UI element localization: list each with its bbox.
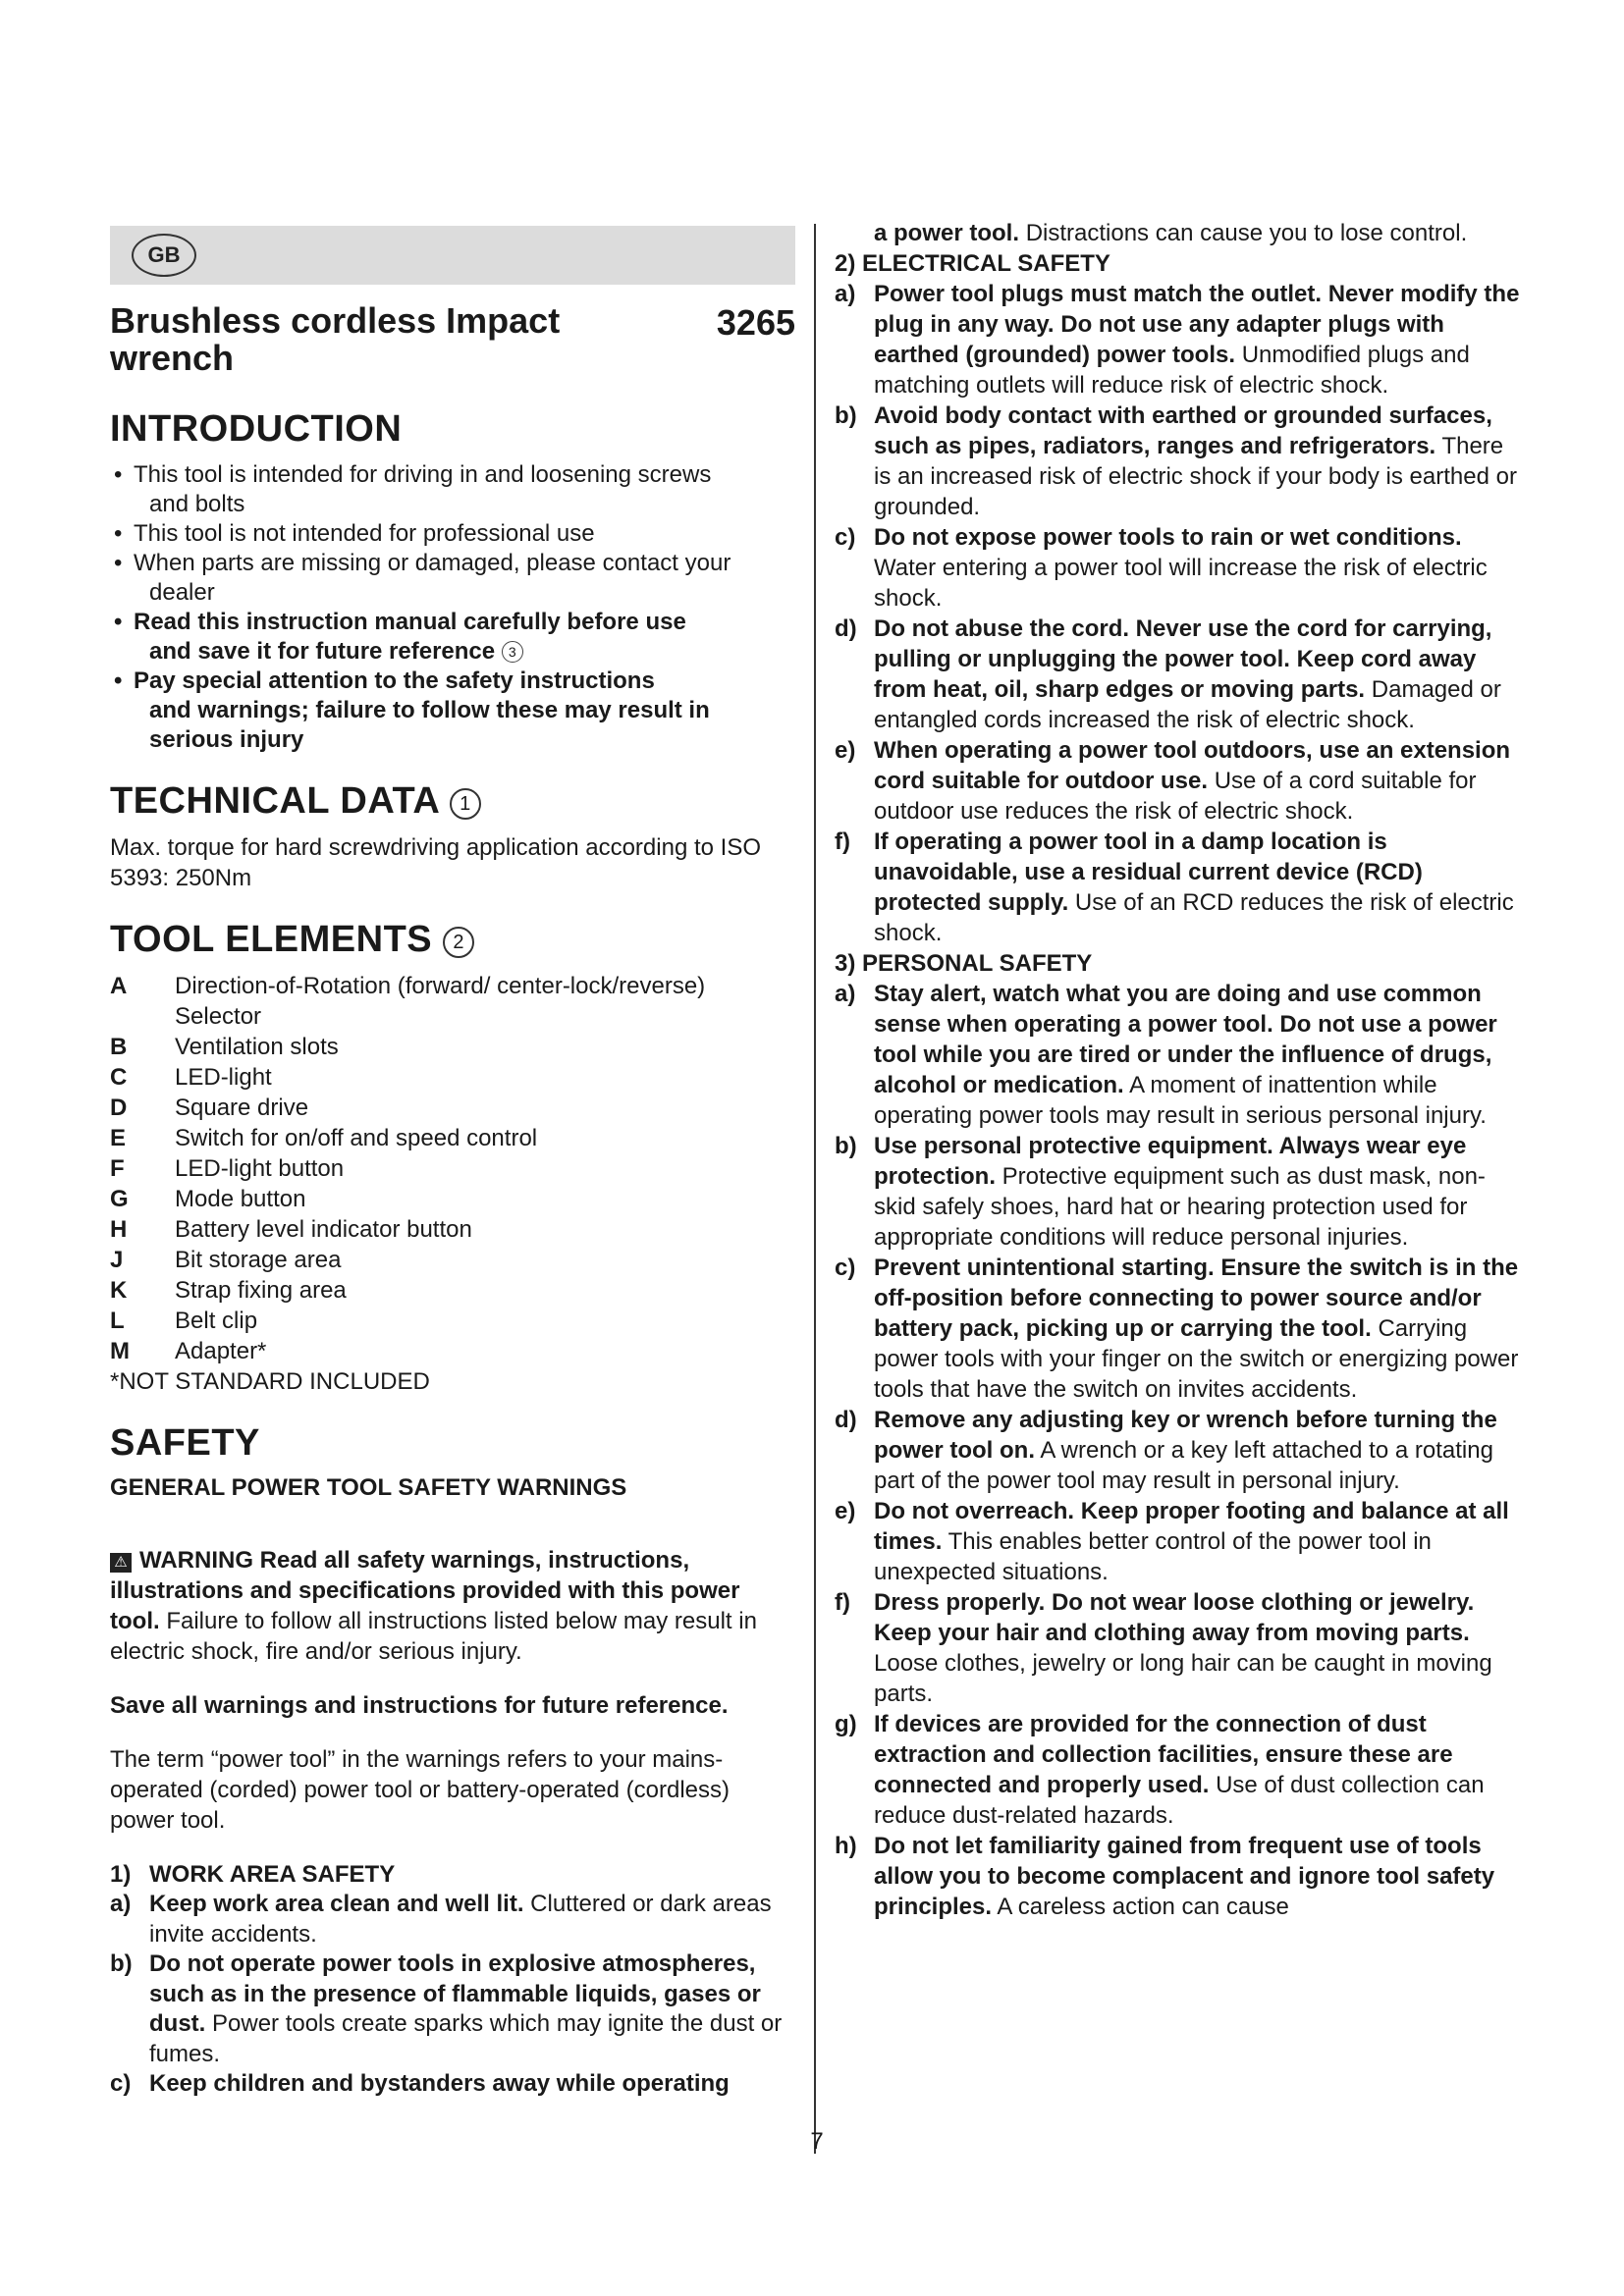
safety-item: c) Prevent unintentional starting. Ensure the switch is in the off-position before connecting to power source and/or battery pack, picking up or carrying the tool. Carrying power tools with your finger on the switch or energizing power tools that have the switch on invites accidents. bbox=[835, 1255, 1519, 1403]
safety-item: d) Remove any adjusting key or wrench before turning the power tool on. A wrench or a key left attached to a rotating part of the power tool may result in personal injury. bbox=[835, 1407, 1497, 1494]
element-row: B Ventilation slots bbox=[110, 1034, 339, 1060]
intro-bullet: • This tool is not intended for professional use bbox=[110, 519, 795, 549]
safety-item: a) Power tool plugs must match the outlet. Never modify the plug in any way. Do not use any adapter plugs with earthed (grounded) power tools. Unmodified plugs and matching outlets will reduce risk of electric shock. bbox=[835, 281, 1520, 399]
section-work-area: 1) WORK AREA SAFETY bbox=[110, 1861, 396, 1888]
intro-bullet: • Pay special attention to the safety instructions and warnings; failure to follow these may result in serious injury bbox=[110, 667, 795, 755]
element-row: F LED-light button bbox=[110, 1155, 345, 1182]
section-personal: 3) PERSONAL SAFETY bbox=[835, 950, 1093, 977]
elements-note: *NOT STANDARD INCLUDED bbox=[110, 1368, 430, 1395]
safety-item: b) Use personal protective equipment. Always wear eye protection. Protective equipment such as dust mask, non-skid safely shoes, hard hat or hearing protection used for appropriate conditions will reduce personal injuries. bbox=[835, 1133, 1486, 1251]
safety-item: d) Do not abuse the cord. Never use the cord for carrying, pulling or unplugging the power tool. Keep cord away from heat, oil, sharp edges or moving parts. Damaged or entangled cords increased the risk of electric shock. bbox=[835, 615, 1501, 733]
intro-bullet: • This tool is intended for driving in and loosening screws and bolts bbox=[110, 460, 795, 519]
safety-item: b) Do not operate power tools in explosive atmospheres, such as in the presence of flammable liquids, gases or dust. Power tools create sparks which may ignite the dust or fumes. bbox=[110, 1950, 783, 2067]
element-row: J Bit storage area bbox=[110, 1247, 342, 1273]
language-band bbox=[110, 226, 795, 285]
continued-item: a power tool. Distractions can cause you to lose control. bbox=[874, 220, 1468, 246]
safety-item: e) When operating a power tool outdoors, use an extension cord suitable for outdoor use. Use of a cord suitable for outdoor use reduces the risk of electric shock. bbox=[835, 737, 1511, 825]
safety-item: b) Avoid body contact with earthed or grounded surfaces, such as pipes, radiators, ranges and refrigerators. There is an increased risk of electric shock if your body is earthed or grounded. bbox=[835, 402, 1517, 520]
right-column bbox=[835, 218, 1522, 1922]
element-row: D Square drive bbox=[110, 1095, 309, 1121]
ref-number: 2 bbox=[443, 927, 474, 958]
intro-bullet: • When parts are missing or damaged, please contact your dealer bbox=[110, 549, 795, 608]
title-row bbox=[110, 302, 795, 383]
tech-heading: TECHNICAL DATA 1 bbox=[110, 780, 795, 823]
element-row: E Switch for on/off and speed control bbox=[110, 1125, 538, 1151]
element-row: L Belt clip bbox=[110, 1308, 258, 1334]
page-number: 7 bbox=[810, 2128, 824, 2155]
safety-item: c) Keep children and bystanders away while operating bbox=[110, 2070, 730, 2097]
language-badge: GB bbox=[132, 234, 196, 277]
safety-item: a) Keep work area clean and well lit. Cluttered or dark areas invite accidents. bbox=[110, 1891, 772, 1948]
intro-bullet: • Read this instruction manual carefully before use and save it for future reference 3 bbox=[110, 608, 795, 667]
column-divider bbox=[814, 224, 816, 2154]
ref-number: 3 bbox=[502, 641, 523, 663]
section-electrical: 2) ELECTRICAL SAFETY bbox=[835, 250, 1110, 277]
elements-heading: TOOL ELEMENTS 2 bbox=[110, 919, 795, 961]
warning-paragraph: ⚠ WARNING Read all safety warnings, instructions, illustrations and specifications provided with this power tool. Failure to follow all instructions listed below may result in electric shock, fire and/or serious injury. bbox=[110, 1547, 757, 1665]
elements-list bbox=[110, 971, 795, 1397]
element-row: C LED-light bbox=[110, 1064, 272, 1091]
safety-item: e) Do not overreach. Keep proper footing and balance at all times. This enables better control of the power tool in unexpected situations. bbox=[835, 1498, 1509, 1585]
element-row: G Mode button bbox=[110, 1186, 306, 1212]
save-instructions: Save all warnings and instructions for future reference. bbox=[110, 1692, 729, 1719]
element-row: A Direction-of-Rotation (forward/ center-lock/reverse) Selector bbox=[110, 973, 706, 1030]
warning-icon: ⚠ bbox=[110, 1553, 132, 1573]
element-row: M Adapter* bbox=[110, 1338, 267, 1364]
element-row: H Battery level indicator button bbox=[110, 1216, 472, 1243]
safety-item: g) If devices are provided for the connection of dust extraction and collection facilities, ensure these are connected and properly used. Use of dust collection can reduce dust-related hazards. bbox=[835, 1711, 1485, 1829]
safety-item: f) Dress properly. Do not wear loose clothing or jewelry. Keep your hair and clothing away from moving parts. Loose clothes, jewelry or long hair can be caught in moving parts. bbox=[835, 1589, 1492, 1707]
ref-number: 1 bbox=[450, 788, 481, 820]
element-row: K Strap fixing area bbox=[110, 1277, 347, 1304]
safety-heading: SAFETY bbox=[110, 1422, 260, 1464]
safety-item: c) Do not expose power tools to rain or wet conditions. Water entering a power tool will increase the risk of electric shock. bbox=[835, 524, 1488, 612]
term-paragraph: The term “power tool” in the warnings refers to your mains-operated (corded) power tool or battery-operated (cordless) power tool. bbox=[110, 1746, 730, 1834]
intro-list bbox=[110, 460, 795, 755]
safety-item: f) If operating a power tool in a damp location is unavoidable, use a residual current device (RCD) protected supply. Use of an RCD reduces the risk of electric shock. bbox=[835, 828, 1514, 946]
safety-subheading: GENERAL POWER TOOL SAFETY WARNINGS bbox=[110, 1474, 627, 1501]
safety-item: h) Do not let familiarity gained from frequent use of tools allow you to become complacent and ignore tool safety principles. A careless action can cause bbox=[835, 1833, 1495, 1920]
intro-heading: INTRODUCTION bbox=[110, 408, 403, 450]
left-column bbox=[110, 226, 795, 2100]
tech-text: Max. torque for hard screwdriving application according to ISO 5393: 250Nm bbox=[110, 834, 761, 891]
safety-item: a) Stay alert, watch what you are doing and use common sense when operating a power tool. Do not use a power tool while you are tired or under the influence of drugs, alcohol or medication. A moment of inattention while operating power tools may result in serious personal injury. bbox=[835, 981, 1497, 1129]
model-number: 3265 bbox=[716, 302, 795, 343]
product-title: Brushless cordless Impact wrench bbox=[110, 300, 561, 378]
